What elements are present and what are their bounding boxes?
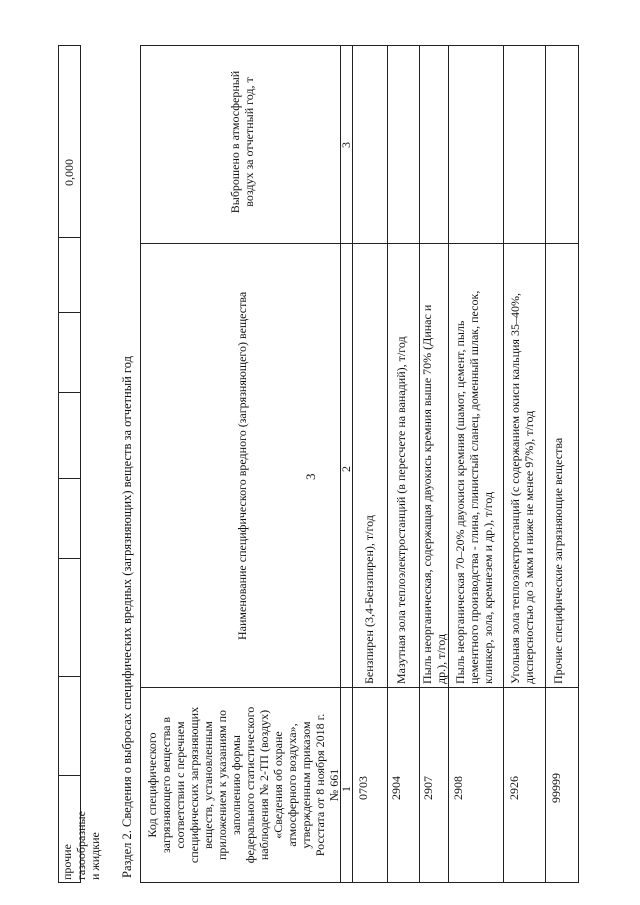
row-name-line: Мазутная зола теплоэлектростанций (в пересчете на ванадий), т/год (394, 336, 408, 684)
row-code: 2907 (421, 776, 435, 800)
row-label-line: газообразные (74, 811, 88, 880)
main-table-row-divider (545, 45, 546, 883)
row-code: 2908 (451, 776, 465, 800)
top-table-grid (58, 478, 80, 479)
row-name-line: Бензпирен (3,4-Бензпирен), т/год (362, 515, 376, 684)
header-code (145, 690, 341, 880)
top-table-grid (58, 312, 80, 313)
top-table-border (58, 45, 80, 46)
header-code-line: веществ, установленным (201, 721, 215, 849)
top-table-row-label (60, 811, 102, 880)
header-code-line: утвержденным приказом (299, 721, 313, 849)
main-table-column-divider (140, 243, 578, 244)
column-number-3: 3 (339, 142, 353, 148)
top-table-grid (58, 237, 80, 238)
header-code-line: загрязняющего вещества в (159, 716, 173, 854)
header-code-line: Код специфического (145, 732, 159, 838)
top-table-grid (58, 775, 80, 776)
row-name-line: Прочие специфические загрязняющие вещества (551, 437, 565, 684)
row-name (508, 293, 536, 684)
main-table-border (140, 882, 578, 883)
header-code-line: приложением к указаниям по (215, 710, 229, 861)
header-code-line: федерального статистического (243, 706, 257, 864)
row-name-line: Пыль неорганическая, содержащая двуокись кремния выше 70% (Динас и (420, 304, 434, 684)
main-table-row-divider (503, 45, 504, 883)
row-name-line: Угольная зола теплоэлектростанций (с содержанием окиси кальция 35–40%, (508, 293, 522, 684)
row-name (551, 438, 565, 684)
row-name-line: клинкер, зола, кремнезем и др.), т/год (481, 491, 495, 684)
row-code: 99999 (549, 773, 563, 803)
main-table-row-divider (352, 45, 353, 883)
row-name-line: Пыль неорганическая 70–20% двуокиси кремния (шамот, цемент, пыль (453, 320, 467, 684)
header-emitted (228, 44, 256, 240)
row-name-line: дисперсностью до 3 мкм и ниже не менее 97%), т/год (522, 410, 536, 684)
row-name (453, 291, 495, 684)
row-code: 0703 (356, 776, 370, 800)
header-code-line: заполнению формы (229, 735, 243, 835)
top-table-grid (58, 392, 80, 393)
header-code-line: № 661 (327, 768, 341, 802)
row-name (394, 336, 408, 684)
row-name (420, 305, 448, 684)
header-code-line: атмосферного воздуха», (285, 723, 299, 847)
header-emitted-line: Выброшено в атмосферный (228, 70, 242, 214)
main-table-border (140, 45, 578, 46)
row-name (362, 515, 376, 684)
top-table-border (80, 45, 81, 883)
main-table-row-divider (448, 45, 449, 883)
header-code-line: специфических загрязняющих (187, 706, 201, 864)
header-code-line: «Сведения об охране (271, 731, 285, 839)
row-label-line: и жидкие (88, 832, 102, 880)
top-table-border (58, 882, 80, 883)
header-emitted-line: воздух за отчетный год, т (242, 77, 256, 207)
top-table-value: 0,000 (62, 159, 76, 186)
row-name-line: др.), т/год (434, 633, 448, 684)
row-label-line: прочие (60, 844, 74, 880)
header-code-line: соответствии с перечнем (173, 721, 187, 849)
top-table-grid (58, 676, 80, 677)
main-table-border (140, 45, 141, 883)
header-code-line: Росстата от 8 ноября 2018 г. (313, 713, 327, 857)
section-title: Раздел 2. Сведения о выбросах специфических вредных (загрязняющих) веществ за отчетный год (120, 356, 134, 878)
row-code: 2926 (507, 776, 521, 800)
main-table-row-divider (387, 45, 388, 883)
main-table-column-divider (140, 687, 578, 688)
header-code-line: наблюдения № 2-ТП (воздух) (257, 709, 271, 861)
top-table-border (58, 45, 59, 883)
top-table-grid (58, 558, 80, 559)
row-name-line: цементного производства - глина, глинистый сланец, доменный шлак, песок, (467, 290, 481, 684)
page-number: 3 (303, 473, 318, 480)
main-table-border (578, 45, 579, 883)
row-code: 2904 (389, 776, 403, 800)
column-number-2: 2 (339, 466, 353, 472)
column-number-1: 1 (339, 786, 353, 792)
header-name: Наименование специфического вредного (загрязняющего) вещества (235, 291, 249, 640)
